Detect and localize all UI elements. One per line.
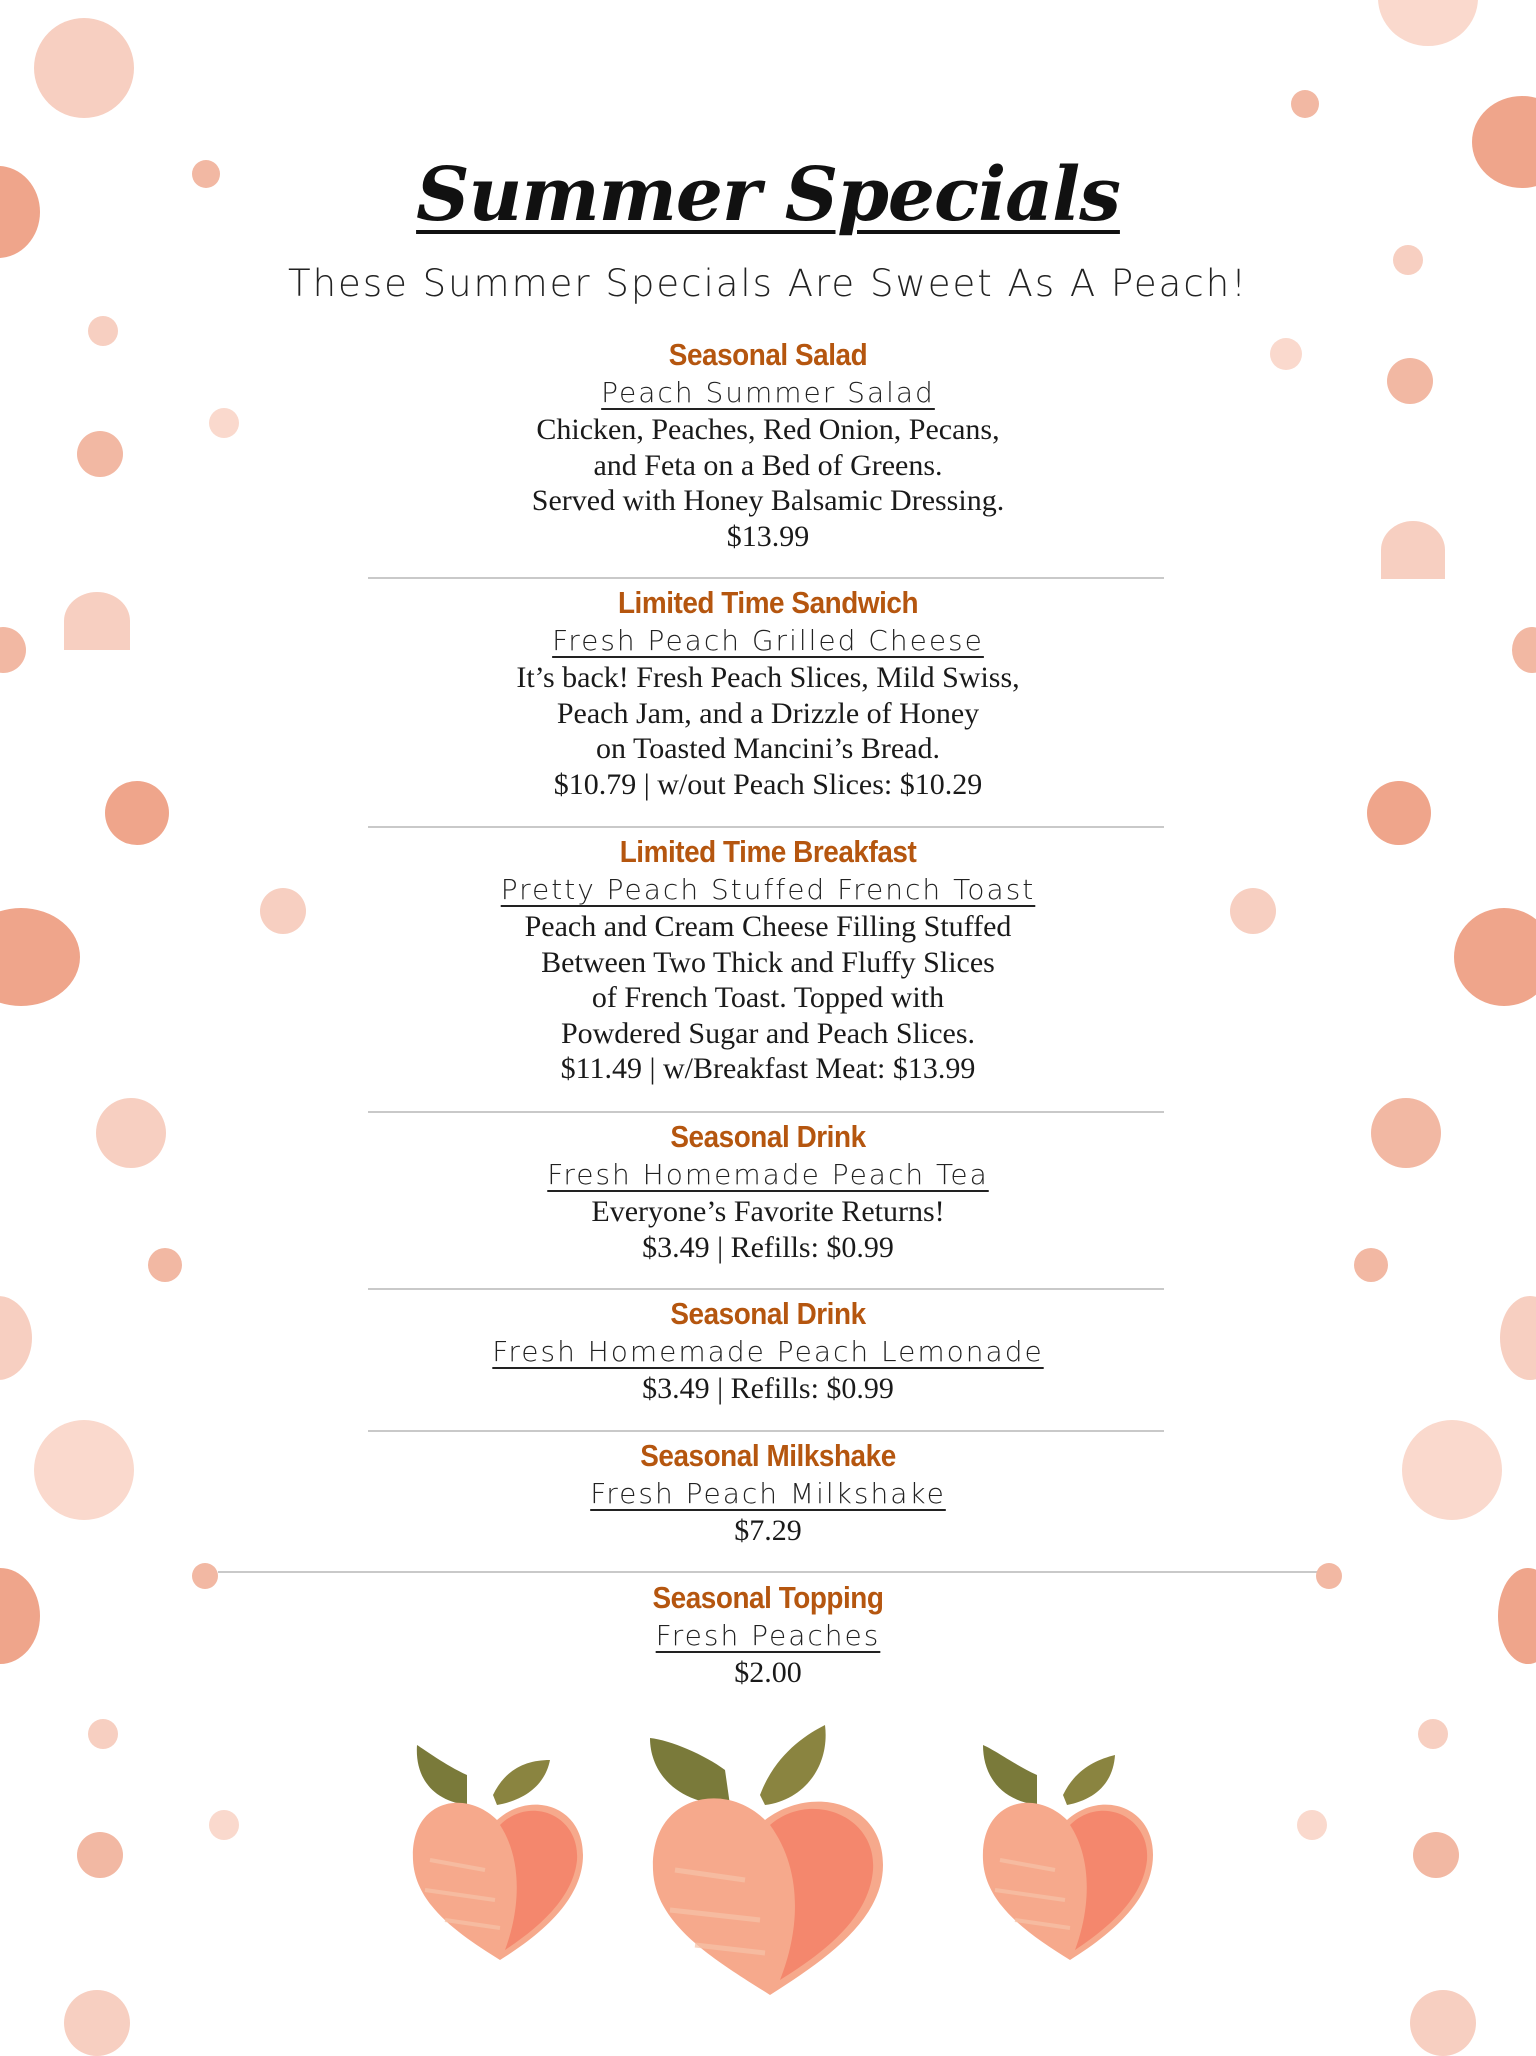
category-label: Limited Time Sandwich xyxy=(617,585,919,620)
item-description-line: It’s back! Fresh Peach Slices, Mild Swiss, xyxy=(516,661,1020,694)
category-label: Seasonal Topping xyxy=(652,1580,884,1615)
item-price: $2.00 xyxy=(734,1656,802,1689)
menu-section-breakfast xyxy=(368,833,1168,1087)
category-label: Seasonal Milkshake xyxy=(640,1438,896,1473)
peach-icon xyxy=(645,1720,890,2000)
item-description-line: on Toasted Mancini’s Bread. xyxy=(596,732,940,765)
category-label: Limited Time Breakfast xyxy=(619,834,917,869)
menu-section-drink-tea xyxy=(368,1118,1168,1265)
item-name: Pretty Peach Stuffed French Toast xyxy=(500,873,1036,906)
item-description-line: Served with Honey Balsamic Dressing. xyxy=(531,484,1005,517)
item-description-line: Everyone’s Favorite Returns! xyxy=(591,1195,945,1228)
menu-section-topping xyxy=(368,1579,1168,1691)
item-description-line: Chicken, Peaches, Red Onion, Pecans, xyxy=(536,413,1000,446)
item-description-line: Between Two Thick and Fluffy Slices xyxy=(541,945,995,979)
item-description-line: of French Toast. Topped with xyxy=(591,981,945,1014)
item-name: Fresh Homemade Peach Tea xyxy=(547,1158,989,1191)
menu-section-sandwich xyxy=(368,584,1168,802)
menu-section-drink-lemonade xyxy=(368,1295,1168,1407)
category-label: Seasonal Drink xyxy=(670,1296,866,1331)
item-price: $7.29 xyxy=(734,1514,802,1547)
item-name: Fresh Homemade Peach Lemonade xyxy=(492,1335,1044,1368)
page-title: Summer Specials xyxy=(416,152,1120,238)
section-divider xyxy=(368,1430,1164,1432)
category-label: Seasonal Salad xyxy=(668,337,868,372)
page-subtitle: These Summer Specials Are Sweet As A Peach! xyxy=(288,262,1248,305)
section-divider xyxy=(368,1111,1164,1113)
menu-section-milkshake xyxy=(368,1437,1168,1549)
item-price: $3.49 | Refills: $0.99 xyxy=(642,1372,894,1405)
category-label: Seasonal Drink xyxy=(670,1119,866,1154)
item-name: Fresh Peach Milkshake xyxy=(590,1477,946,1510)
section-divider xyxy=(368,1288,1164,1290)
item-price: $10.79 | w/out Peach Slices: $10.29 xyxy=(553,767,983,801)
item-description-line: Peach Jam, and a Drizzle of Honey xyxy=(556,696,980,730)
item-price: $11.49 | w/Breakfast Meat: $13.99 xyxy=(560,1052,976,1085)
peach-icon xyxy=(405,1740,590,1970)
divider-dot-left xyxy=(192,1563,218,1589)
item-price: $3.49 | Refills: $0.99 xyxy=(642,1230,894,1264)
item-description-line: and Feta on a Bed of Greens. xyxy=(593,448,943,482)
divider-dot-right xyxy=(1316,1563,1342,1589)
section-divider xyxy=(218,1571,1328,1573)
item-name: Fresh Peaches xyxy=(655,1619,881,1652)
peach-icon xyxy=(975,1740,1160,1970)
menu-section-salad xyxy=(368,336,1168,554)
section-divider xyxy=(368,826,1164,828)
item-name: Peach Summer Salad xyxy=(601,376,935,409)
item-description-line: Peach and Cream Cheese Filling Stuffed xyxy=(524,910,1012,943)
section-divider xyxy=(368,577,1164,579)
item-description-line: Powdered Sugar and Peach Slices. xyxy=(560,1016,976,1050)
item-price: $13.99 xyxy=(726,519,810,553)
item-name: Fresh Peach Grilled Cheese xyxy=(552,624,984,657)
